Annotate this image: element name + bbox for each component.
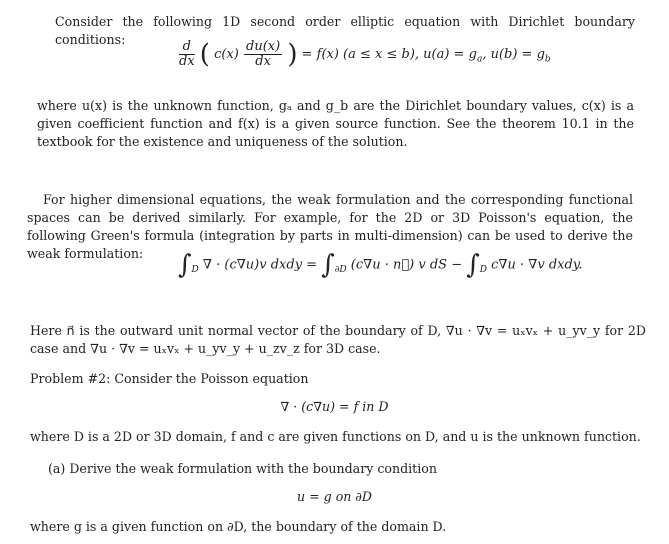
where-g: where g is a given function on ∂D, the boundary of the domain D. — [30, 519, 447, 534]
domain-d-1: D — [191, 265, 199, 276]
equation-1d — [178, 40, 551, 69]
intro-explanation: where u(x) is the unknown function, gₐ and g_b are the Dirichlet boundary values, c(x) is a given coefficient function and f(x) is a given source function. See the theorem 10.1 in the textbook for the existence and uniqueness of the solution. — [37, 98, 634, 149]
left-paren: ( — [199, 39, 210, 70]
part-a: (a) Derive the weak formulation with the boundary condition — [48, 461, 437, 476]
d-numerator: d — [179, 40, 195, 55]
poisson-equation: ∇ · (c∇u) = f in D — [280, 399, 389, 414]
du-dx-fraction — [244, 40, 282, 69]
c-of-x: c(x) — [214, 47, 239, 62]
sub-b: b — [544, 54, 551, 65]
integral-sign-2: ∫ — [321, 250, 335, 280]
equation-rhs: = f(x) (a ≤ x ≤ b), u(a) = g — [301, 47, 477, 62]
right-paren: ) — [287, 39, 298, 70]
integral-sign-1: ∫ — [178, 250, 192, 280]
du-numerator: du(x) — [246, 39, 281, 54]
higher-dim-paragraph: For higher dimensional equations, the weak formulation and the corresponding functional spaces can be derived similarly. For example, for the 2D or 3D Poisson's equation, the following Green's formula (integration by parts in multi-dimension) can be used to derive the weak formulation: — [27, 192, 633, 261]
equation-mid: , u(b) = g — [482, 47, 545, 62]
green-formula — [178, 250, 583, 280]
sub-a: a — [476, 54, 483, 65]
dx-denominator-2: dx — [255, 54, 271, 69]
dx-denominator: dx — [179, 54, 195, 69]
intro-sentence: Consider the following 1D second order elliptic equation with Dirichlet boundary conditions: — [55, 14, 635, 47]
problem-title: Problem #2: Consider the Poisson equation — [30, 371, 309, 386]
domain-boundary: ∂D — [334, 265, 347, 276]
d-dx-fraction — [179, 40, 195, 69]
normal-vector-paragraph: Here n⃗ is the outward unit normal vector of the boundary of D, ∇u · ∇v = uₓvₓ + u_yv_y for 2D case and ∇u · ∇v = uₓvₓ + u_yv_y + u_zv_z for 3D case. — [30, 323, 646, 356]
boundary-condition: u = g on ∂D — [296, 489, 373, 504]
domain-d-2: D — [479, 265, 487, 276]
green-lhs: ∇ · (c∇u)v dxdy = — [202, 257, 318, 273]
integral-sign-3: ∫ — [466, 250, 480, 280]
problem-where: where D is a 2D or 3D domain, f and c are given functions on D, and u is the unknown function. — [30, 429, 641, 444]
green-boundary-term: (c∇u · n⃗) v dS − — [350, 257, 463, 273]
green-volume-term: c∇u · ∇v dxdy. — [491, 257, 583, 273]
